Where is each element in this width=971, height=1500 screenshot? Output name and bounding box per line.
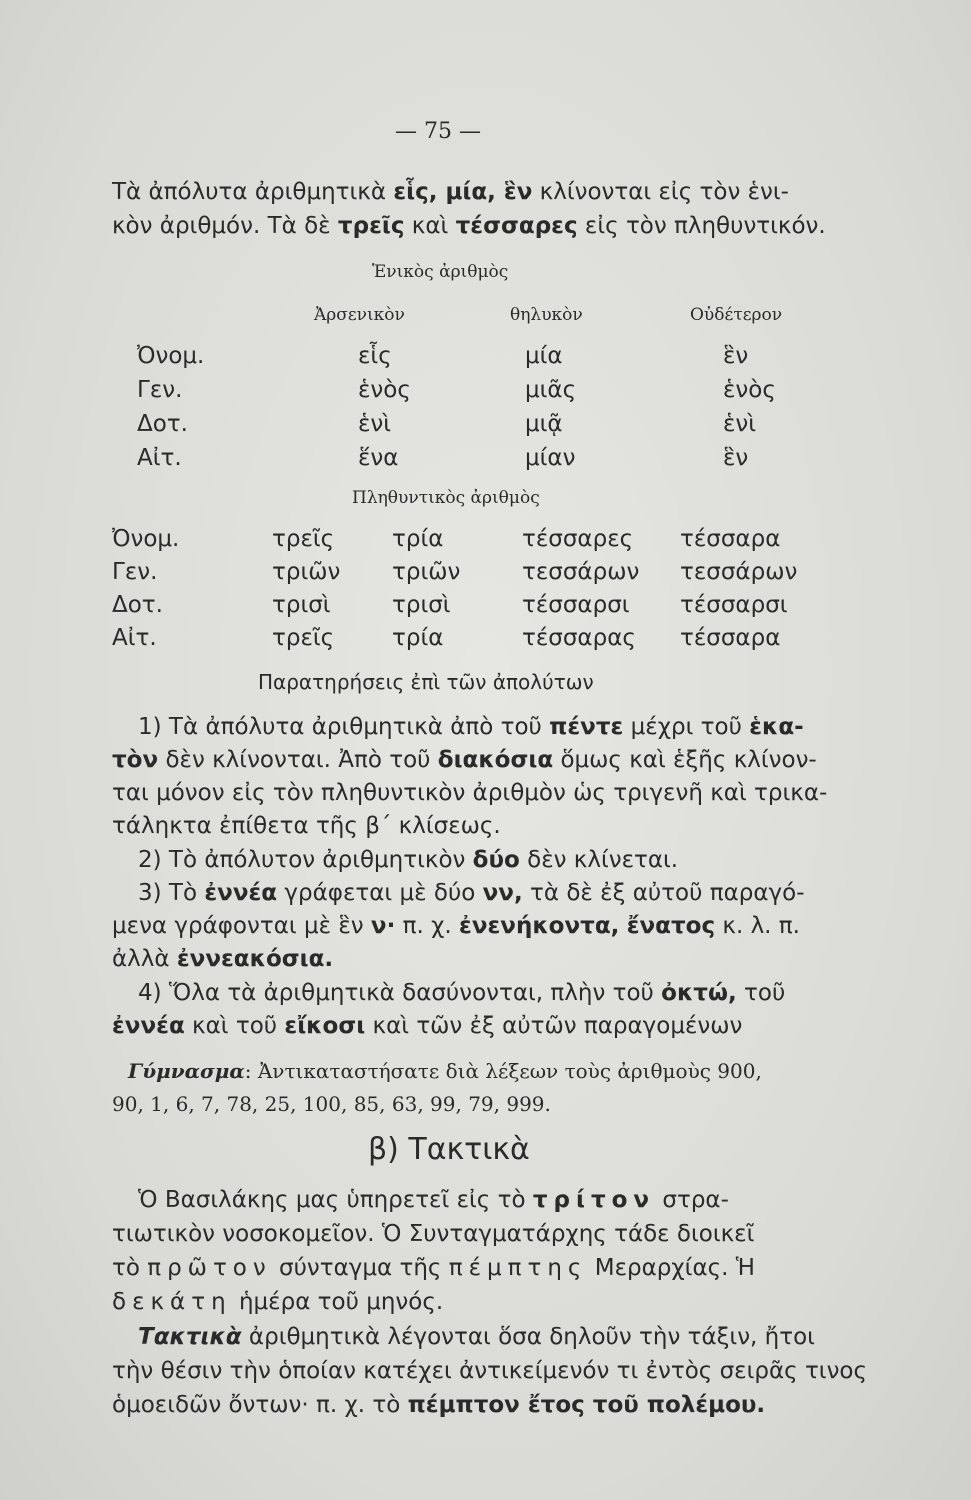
section-b-p1-line-2: τιωτικὸν νοσοκομεῖον. Ὁ Συνταγματάρχης τάδε διοικεῖ [112, 1221, 755, 1247]
bold-text: διακόσια [437, 747, 554, 773]
cell: μίαν [525, 445, 576, 471]
cell: τέσσαρες [522, 526, 634, 552]
cell: ἓν [723, 343, 749, 369]
bold-text: ὀκτώ, [661, 980, 737, 1006]
bold-text: ἔνατος [626, 913, 716, 939]
text: ἡμέρα τοῦ μηνός. [231, 1289, 444, 1315]
text: : Ἀντικαταστήσατε διὰ λέξεων τοὺς ἀριθμοὺς 900, [244, 1059, 762, 1083]
cell: μιᾶς [525, 377, 577, 403]
note-1-line-2 [112, 746, 817, 774]
section-b-p1-line-1 [138, 1186, 729, 1214]
section-b-title: β) Τακτικὰ [368, 1132, 530, 1167]
case-label: Δοτ. [137, 411, 188, 437]
text: π. χ. [395, 913, 460, 939]
notes-title: Παρατηρήσεις ἐπὶ τῶν ἀπολύτων [258, 670, 594, 694]
cell: τρία [392, 625, 444, 651]
note-3-line-2 [112, 912, 800, 940]
intro-line-1 [112, 178, 789, 206]
text: 4) Ὅλα τὰ ἀριθμητικὰ δασύνονται, πλὴν τοῦ [138, 980, 662, 1006]
text: καὶ τοῦ [184, 1013, 285, 1039]
text: τὸ [112, 1255, 148, 1281]
singular-header-feminine: θηλυκὸν [510, 305, 583, 325]
text: τοῦ [736, 980, 786, 1006]
text: τὰ δὲ ἐξ αὐτοῦ παραγό- [522, 880, 805, 906]
text: Τὰ ἀπόλυτα ἀριθμητικὰ [112, 179, 394, 205]
note-3-line-3 [112, 945, 333, 973]
cell: τεσσάρων [522, 559, 640, 585]
text: δὲν κλίνονται. Ἀπὸ τοῦ [158, 747, 438, 773]
cell: ἑνὸς [723, 377, 776, 403]
bold-text: πέντε [549, 714, 624, 740]
bold-text: εἷς, μία, ἓν [393, 179, 533, 205]
text: καὶ [404, 213, 456, 239]
text: δὲν κλίνεται. [519, 847, 679, 873]
cell: ἑνὸς [358, 377, 411, 403]
text: κὸν ἀριθμόν. Τὰ δὲ [112, 213, 338, 239]
section-b-p1-line-3 [112, 1254, 755, 1282]
cell: ἑνὶ [358, 411, 392, 437]
text: Ὁ Βασιλάκης μας ὑπηρετεῖ εἰς τὸ [138, 1187, 533, 1213]
note-3-line-1 [138, 879, 805, 907]
note-4-line-2 [112, 1012, 742, 1040]
text: 3) Τὸ [138, 880, 205, 906]
cell: τρεῖς [272, 526, 335, 552]
singular-header-neuter: Οὐδέτερον [690, 305, 783, 325]
cell: τρία [392, 526, 444, 552]
exercise-line-2: 90, 1, 6, 7, 78, 25, 100, 85, 63, 99, 79, 999. [112, 1092, 551, 1116]
bold-text: ἑκα- [749, 714, 804, 740]
text: στρα- [655, 1187, 729, 1213]
bold-text: τὸν [112, 747, 159, 773]
cell: μία [525, 343, 563, 369]
cell: τριῶν [272, 559, 341, 585]
text: ἀριθμητικὰ λέγονται ὅσα δηλοῦν τὴν τάξιν, ἤτοι [241, 1324, 815, 1350]
italic-term: Τακτικὰ [138, 1324, 242, 1350]
section-b-p2-line-1 [138, 1323, 815, 1351]
bold-text: νν, [482, 880, 523, 906]
text: ὅμως καὶ ἑξῆς κλίνον- [553, 747, 817, 773]
cell: ἓν [723, 445, 749, 471]
case-label: Αἰτ. [137, 445, 182, 471]
page-number: — 75 — [395, 119, 481, 144]
section-b-p2-line-2: τὴν θέσιν τὴν ὁποίαν κατέχει ἀντικείμενόν τι ἐντὸς σειρᾶς τινος [112, 1358, 868, 1384]
exercise-line-1 [128, 1057, 762, 1085]
exercise-label: Γύμνασμα [128, 1059, 245, 1083]
text: μενα γράφονται μὲ ἓν [112, 913, 371, 939]
text: κλίνονται εἰς τὸν ἑνι- [532, 179, 789, 205]
text: ἀλλὰ [112, 946, 177, 972]
text: καὶ τῶν ἐξ αὐτῶν παραγομένων [365, 1013, 743, 1039]
singular-header-masculine: Ἀρσενικὸν [314, 305, 405, 325]
note-1-line-1 [138, 713, 804, 741]
spaced-text: πέμπτης [448, 1255, 588, 1281]
bold-text: δύο [472, 847, 520, 873]
cell: τριῶν [392, 559, 461, 585]
text: ὁμοειδῶν ὄντων· π. χ. τὸ [112, 1392, 408, 1418]
cell: εἷς [358, 343, 392, 369]
cell: τρισὶ [272, 592, 331, 618]
spaced-text: δεκάτη [112, 1289, 232, 1315]
cell: τέσσαρας [522, 625, 636, 651]
text: 2) Τὸ ἀπόλυτον ἀριθμητικὸν [138, 847, 473, 873]
bold-text: ἐννέα [204, 880, 278, 906]
text: 1) Τὰ ἀπόλυτα ἀριθμητικὰ ἀπὸ τοῦ [138, 714, 550, 740]
cell: τέσσαρα [680, 625, 781, 651]
singular-title: Ἑνικὸς ἀριθμὸς [372, 262, 509, 282]
cell: ἑνὶ [723, 411, 757, 437]
bold-text: πέμπτον ἔτος τοῦ πολέμου. [407, 1392, 766, 1418]
cell: μιᾷ [525, 411, 563, 437]
text: Μεραρχίας. Ἡ [587, 1255, 755, 1281]
text: μέχρι τοῦ [623, 714, 750, 740]
cell: τρισὶ [392, 592, 451, 618]
text: γράφεται μὲ δύο [277, 880, 483, 906]
intro-line-2 [112, 212, 826, 240]
bold-text: εἴκοσι [284, 1013, 366, 1039]
bold-text: ν· [370, 913, 396, 939]
note-1-line-3: ται μόνον εἰς τὸν πληθυντικὸν ἀριθμὸν ὡς τριγενῆ καὶ τρικα- [112, 780, 828, 806]
cell: τέσσαρσι [680, 592, 788, 618]
bold-text: ἐννέα [112, 1013, 185, 1039]
case-label: Δοτ. [112, 592, 163, 618]
note-4-line-1 [138, 979, 785, 1007]
case-label: Ὀνομ. [137, 343, 205, 369]
plural-title: Πληθυντικὸς ἀριθμὸς [352, 488, 540, 508]
bold-text: ἐνενήκοντα, [459, 913, 620, 939]
text: εἰς τὸν πληθυντικόν. [577, 213, 826, 239]
bold-text: τρεῖς [337, 213, 405, 239]
cell: ἕνα [358, 445, 399, 471]
spaced-text: τρίτον [532, 1187, 656, 1213]
cell: τέσσαρσι [522, 592, 630, 618]
cell: τέσσαρα [680, 526, 781, 552]
cell: τρεῖς [272, 625, 335, 651]
section-b-p2-line-3 [112, 1391, 765, 1419]
note-2 [138, 846, 678, 874]
section-b-p1-line-4 [112, 1288, 443, 1316]
case-label: Αἰτ. [112, 625, 157, 651]
spaced-text: πρῶτον [147, 1255, 272, 1281]
case-label: Ὀνομ. [112, 526, 180, 552]
bold-text: ἐννεακόσια. [176, 946, 334, 972]
note-1-line-4: τάληκτα ἐπίθετα τῆς β΄ κλίσεως. [112, 813, 501, 839]
case-label: Γεν. [112, 559, 158, 585]
text: σύνταγμα τῆς [271, 1255, 449, 1281]
text [619, 913, 626, 939]
case-label: Γεν. [137, 377, 183, 403]
text: κ. λ. π. [715, 913, 800, 939]
cell: τεσσάρων [680, 559, 798, 585]
bold-text: τέσσαρες [455, 213, 578, 239]
